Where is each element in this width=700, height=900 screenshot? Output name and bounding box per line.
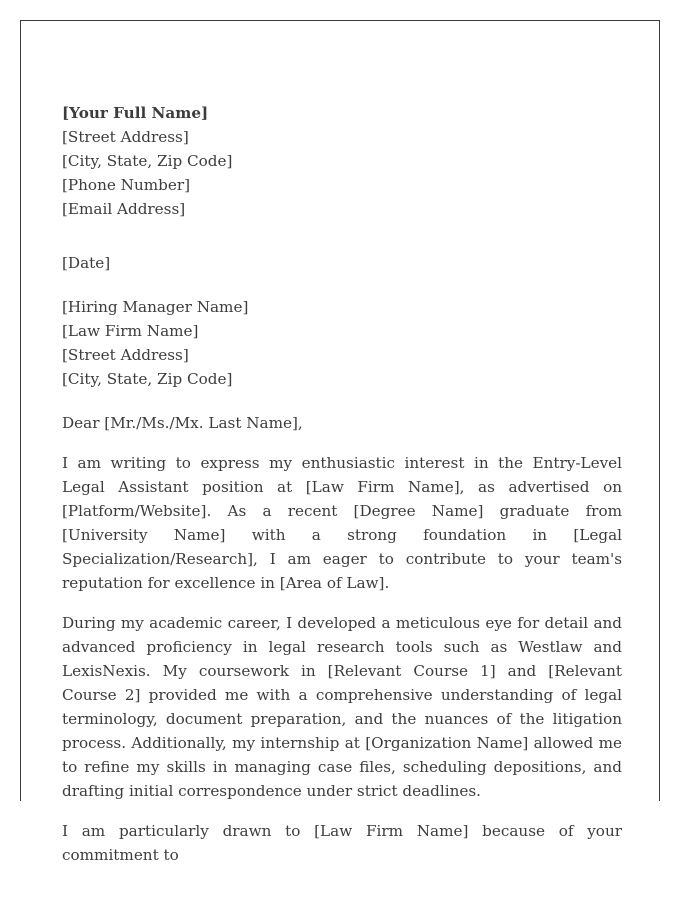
recipient-city-state-zip: [City, State, Zip Code] bbox=[62, 370, 233, 388]
letter-content bbox=[62, 101, 622, 867]
sender-block bbox=[62, 101, 622, 221]
body-paragraph-3: I am particularly drawn to [Law Firm Name] because of your commitment to bbox=[62, 822, 622, 864]
sender-city-state-zip: [City, State, Zip Code] bbox=[62, 152, 233, 170]
sender-street: [Street Address] bbox=[62, 128, 189, 146]
recipient-street: [Street Address] bbox=[62, 346, 189, 364]
recipient-block bbox=[62, 295, 622, 391]
body-paragraph-1: I am writing to express my enthusiastic interest in the Entry-Level Legal Assistant position at [Law Firm Name], as advertised on [Platform/Website]. As a recent [Degree Name] graduate from [University Name] with a strong foundation in [Legal Specialization/Research], I am eager to contribute to your team's reputation for excellence in [Area of Law]. bbox=[62, 454, 622, 592]
date-block bbox=[62, 251, 622, 275]
recipient-hiring-manager: [Hiring Manager Name] bbox=[62, 298, 249, 316]
sender-name: [Your Full Name] bbox=[62, 104, 209, 122]
salutation: Dear [Mr./Ms./Mx. Last Name], bbox=[62, 414, 303, 432]
sender-email: [Email Address] bbox=[62, 200, 186, 218]
letter-date: [Date] bbox=[62, 254, 111, 272]
letter-page bbox=[20, 20, 660, 864]
recipient-firm: [Law Firm Name] bbox=[62, 322, 199, 340]
body-paragraph-2: During my academic career, I developed a meticulous eye for detail and advanced proficiency in legal research tools such as Westlaw and LexisNexis. My coursework in [Relevant Course 1] and [Relevant Course 2] provided me with a comprehensive understanding of legal terminology, document preparation, and the nuances of the litigation process. Additionally, my internship at [Organization Name] allowed me to refine my skills in managing case files, scheduling depositions, and drafting initial correspondence under strict deadlines. bbox=[62, 614, 622, 800]
sender-phone: [Phone Number] bbox=[62, 176, 191, 194]
